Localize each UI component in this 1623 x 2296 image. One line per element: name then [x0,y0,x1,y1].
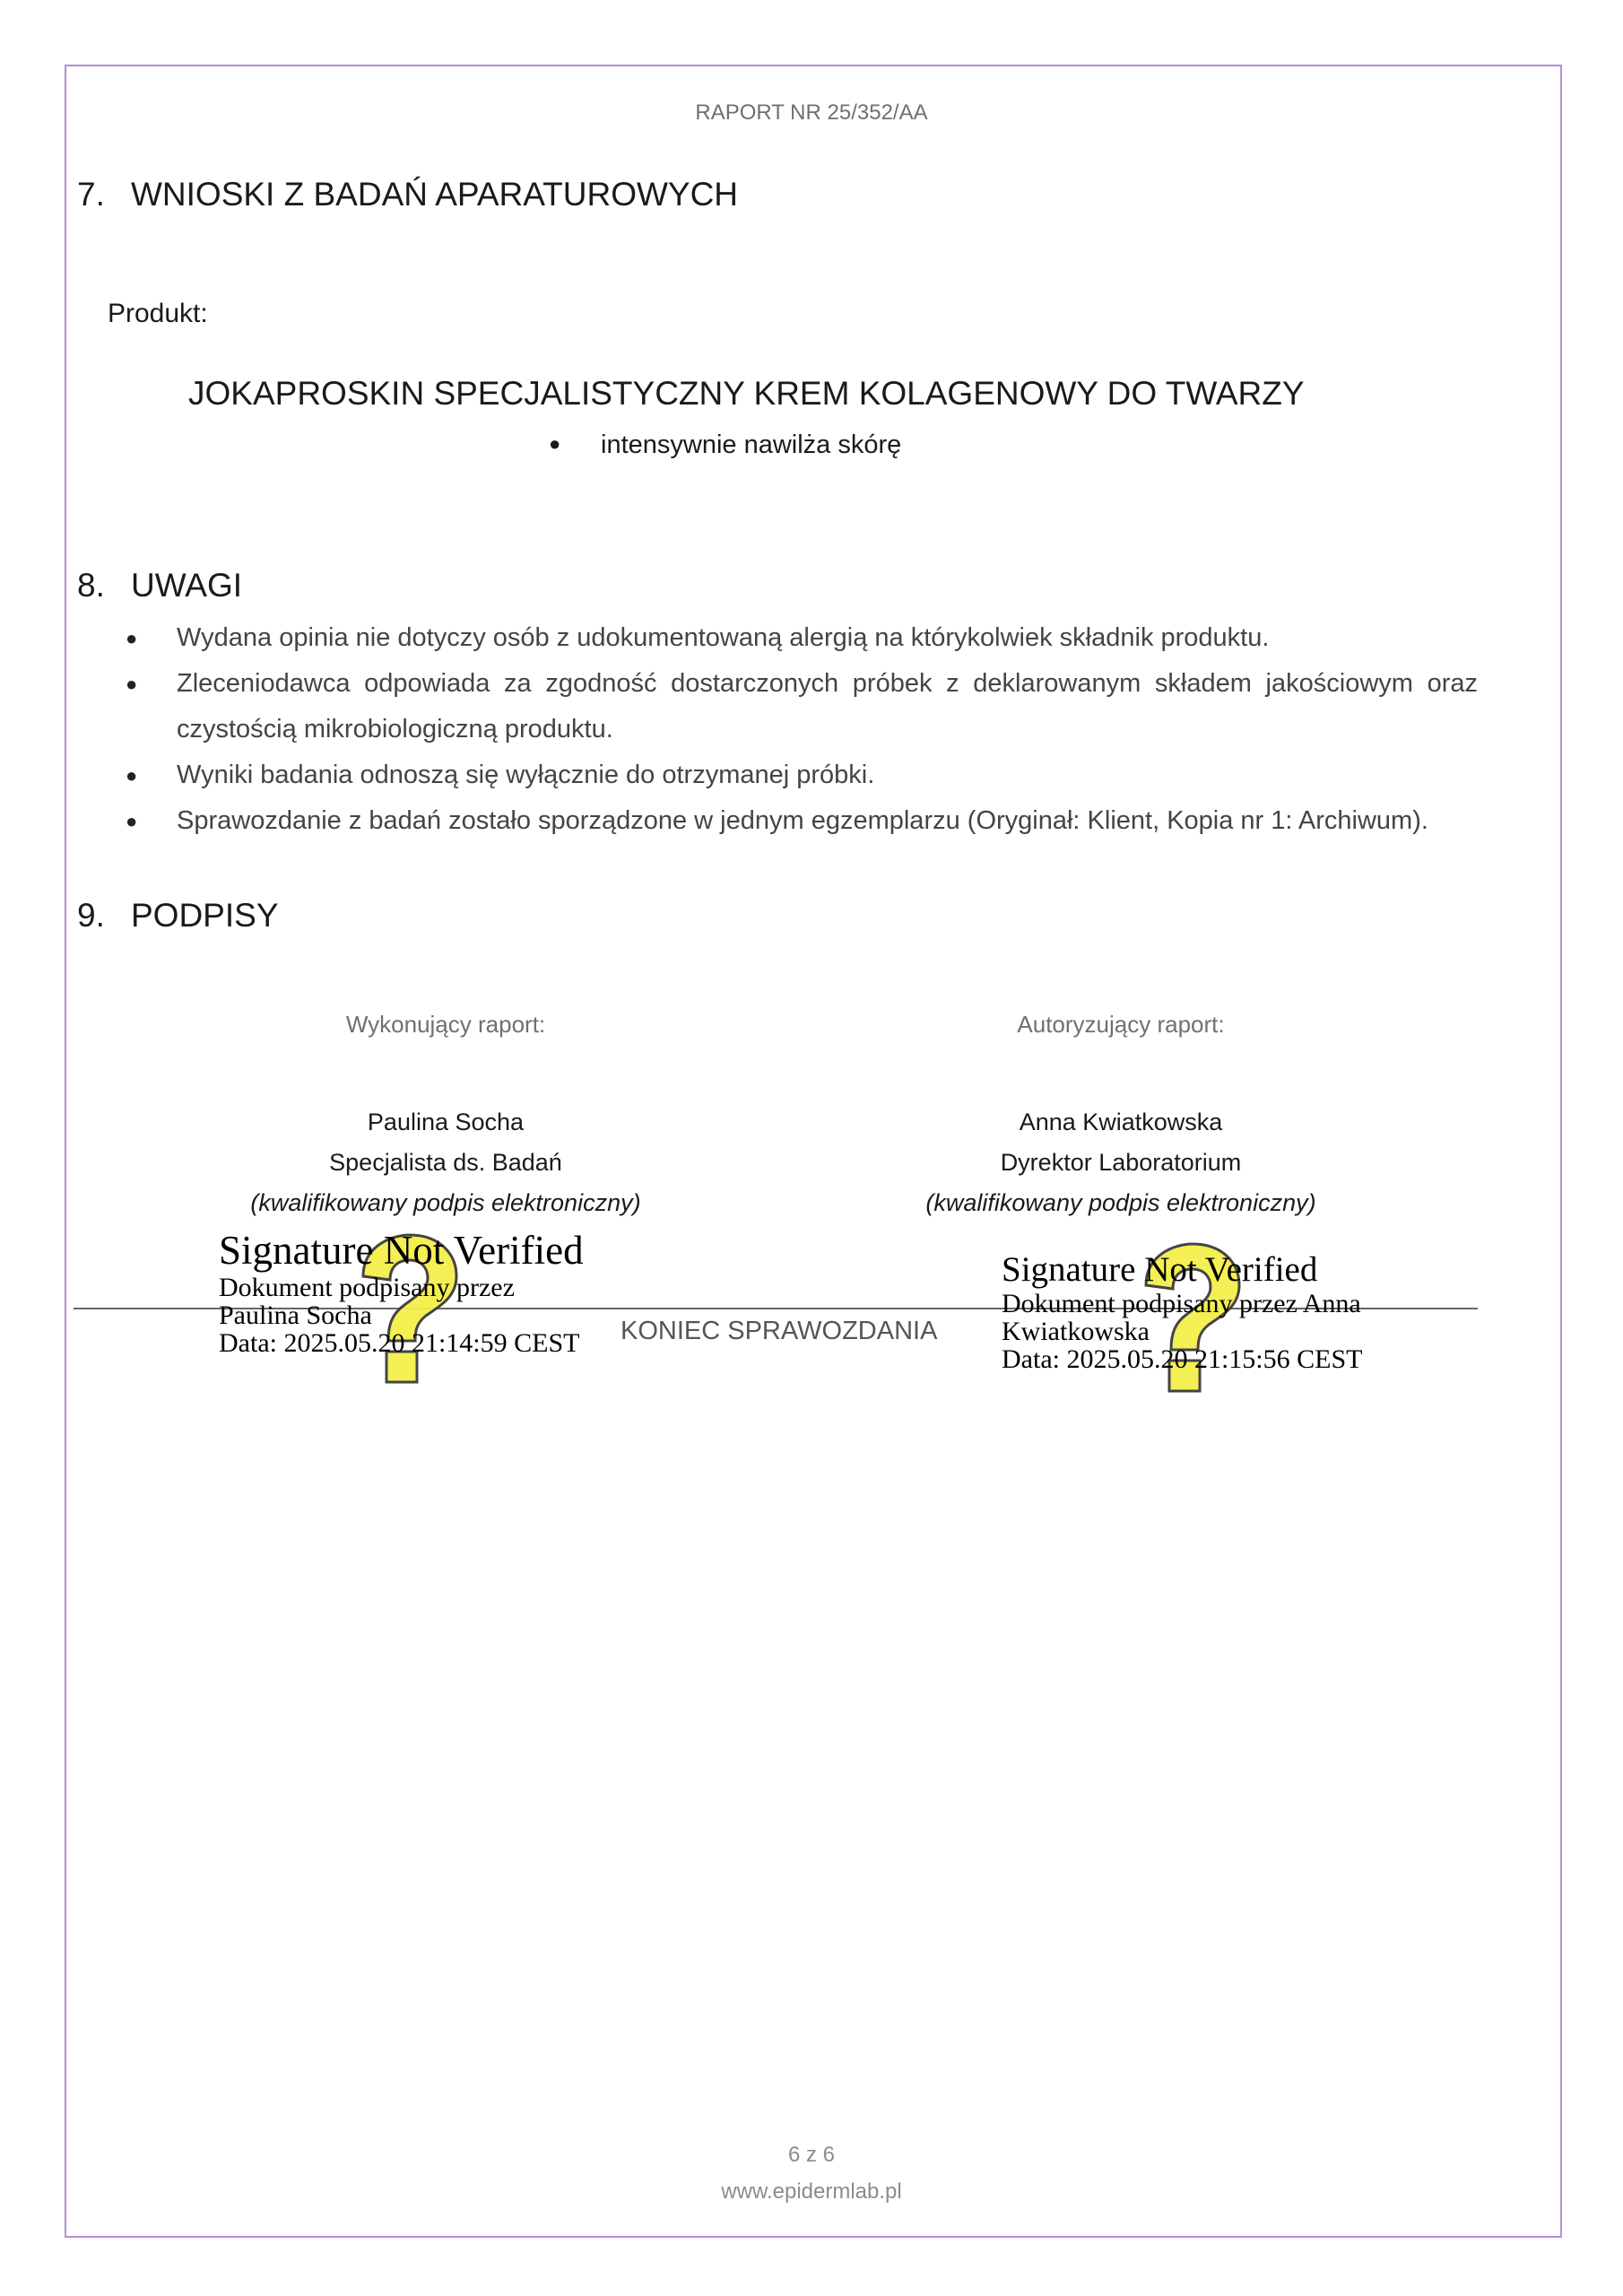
signer-name: Paulina Socha [367,1109,525,1135]
section-9-heading [77,897,279,935]
note-text: Zleceniodawca odpowiada za zgodność dostarczonych próbek z deklarowanym składem jakościowym oraz czystością mikrobiologiczną produktu. [177,669,1478,744]
signer-role: Specjalista ds. Badań [329,1149,562,1176]
section-title: WNIOSKI Z BADAŃ APARATUROWYCH [131,176,739,213]
note-item [126,752,1478,798]
signature-signed-by: Dokument podpisany przez [219,1273,515,1302]
signer-name: Anna Kwiatkowska [1019,1109,1223,1135]
section-number: 7. [77,176,105,213]
signature-stamp [1002,1250,1362,1373]
bullet-icon: ● [126,627,138,649]
signature-signed-by: Dokument podpisany przez Anna [1002,1289,1361,1318]
signature-type: (kwalifikowany podpis elektroniczny) [925,1189,1316,1216]
signer-role: Dyrektor Laboratorium [1000,1149,1242,1176]
note-text: Wyniki badania odnoszą się wyłącznie do otrzymanej próbki. [177,761,875,789]
page-number: 6 z 6 [787,2143,836,2167]
claim-text: intensywnie nawilża skórę [601,430,902,459]
claim-item [549,430,901,460]
note-text: Wydana opinia nie dotyczy osób z udokumentowaną alergią na którykolwiek składnik produktu. [177,623,1270,652]
product-label: Produkt: [108,299,208,328]
signature-signer: Kwiatkowska [1002,1317,1150,1346]
signature-date: Data: 2025.05.20 21:14:59 CEST [219,1328,580,1358]
note-item [126,661,1478,752]
bullet-icon: ● [126,673,138,695]
bullet-icon: ● [126,810,138,832]
bullet-icon: ● [126,764,138,787]
note-item [126,615,1478,661]
signature-type: (kwalifikowany podpis elektroniczny) [250,1189,641,1216]
signature-status: Signature Not Verified [1002,1250,1318,1289]
section-number: 8. [77,567,105,604]
note-text: Sprawozdanie z badań zostało sporządzone w jednym egzemplarzu (Oryginał: Klient, Kopia nr 1: Archiwum). [177,806,1428,835]
signer-label: Autoryzujący raport: [1017,1011,1225,1038]
section-title: PODPISY [131,897,279,934]
bullet-icon: ● [549,432,561,455]
signer-label: Wykonujący raport: [345,1011,546,1038]
report-number-header: RAPORT NR 25/352/AA [695,100,928,125]
section-number: 9. [77,897,105,934]
signature-status: Signature Not Verified [219,1228,584,1273]
section-7-heading [77,176,738,213]
section-title: UWAGI [131,567,243,604]
signature-date: Data: 2025.05.20 21:15:56 CEST [1002,1344,1363,1374]
end-of-report: KONIEC SPRAWOZDANIA [621,1317,938,1345]
website-link[interactable]: www.epidermlab.pl [721,2179,902,2204]
product-name: JOKAPROSKIN SPECJALISTYCZNY KREM KOLAGENOWY DO TWARZY [188,375,1305,412]
signature-stamp [219,1227,584,1357]
note-item [126,798,1478,844]
signature-signer: Paulina Socha [219,1300,372,1330]
section-8-heading [77,567,242,604]
